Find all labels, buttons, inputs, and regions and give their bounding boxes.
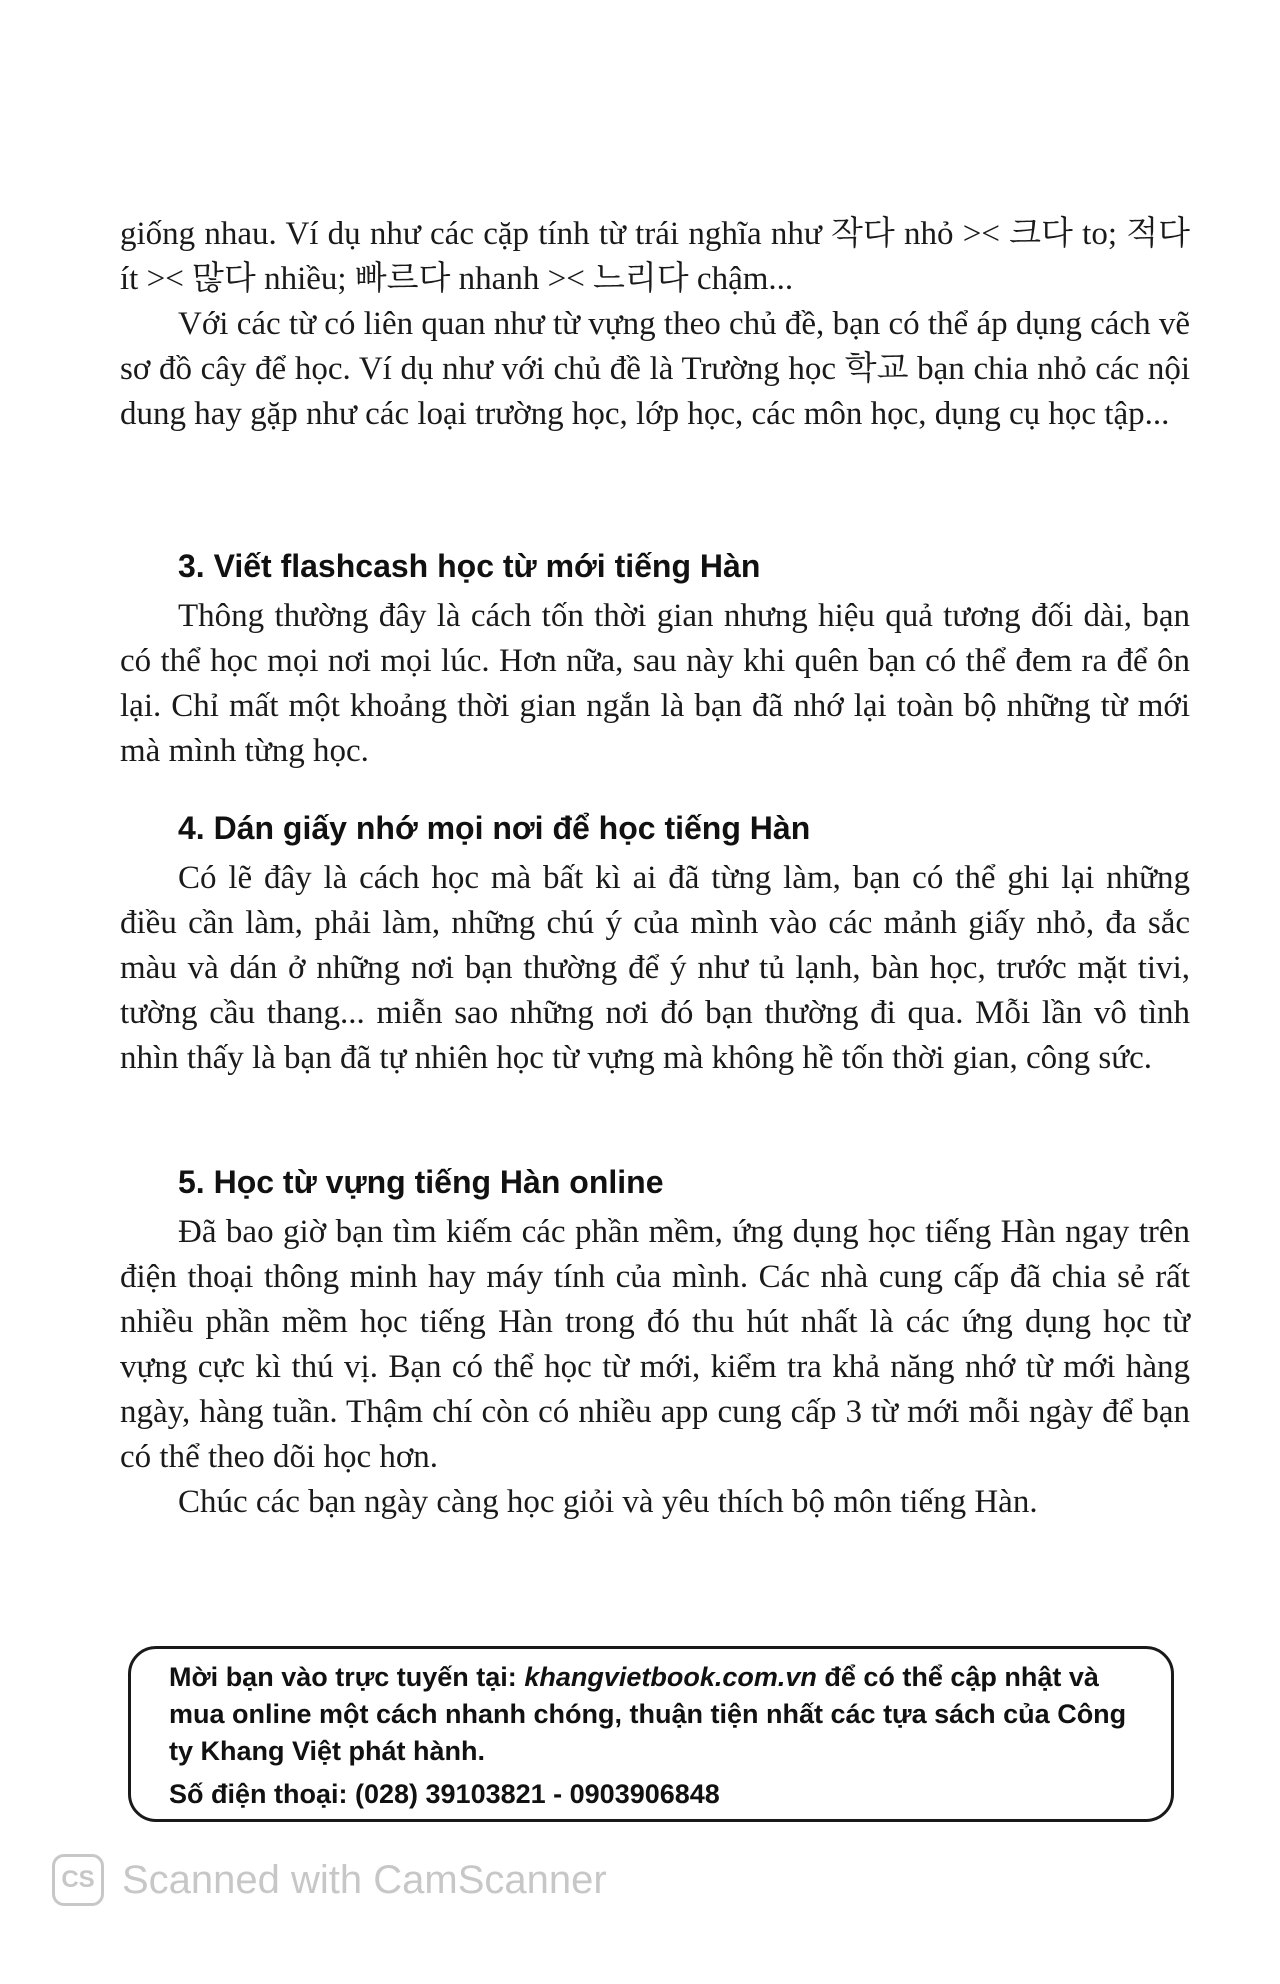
paragraph-sticky-notes: Có lẽ đây là cách học mà bất kì ai đã từng làm, bạn có thể ghi lại những điều cần làm, phải làm, những chú ý của mình vào các mảnh giấy nhỏ, đa sắc màu và dán ở những nơi bạn thường để ý như tủ lạnh, bàn học, trước mặt tivi, tường cầu thang... miễn sao những nơi đó bạn thường đi qua. Mỗi lần vô tình nhìn thấy là bạn đã tự nhiên học từ vựng mà không hề tốn thời gian, công sức. (120, 860, 1190, 1076)
body-text-online (120, 1210, 1190, 1525)
camscanner-watermark (52, 1850, 607, 1910)
paragraph-topic-tree: Với các từ có liên quan như từ vựng theo chủ đề, bạn có thể áp dụng cách vẽ sơ đồ cây để học. Ví dụ như với chủ đề là Trường học 학교 bạn chia nhỏ các nội dung hay gặp như các loại trường học, lớp học, các môn học, dụng cụ học tập... (120, 306, 1190, 432)
paragraph-antonym-examples: giống nhau. Ví dụ như các cặp tính từ trái nghĩa như 작다 nhỏ >< 크다 to; 적다 ít >< 많다 nhiều; 빠르다 nhanh >< 느리다 chậm... (120, 216, 1190, 297)
heading-online: 5. Học từ vựng tiếng Hàn online (178, 1164, 664, 1200)
paragraph-closing: Chúc các bạn ngày càng học giỏi và yêu thích bộ môn tiếng Hàn. (178, 1484, 1038, 1520)
camscanner-logo-icon: CS (52, 1854, 104, 1906)
publisher-notice-box (128, 1646, 1174, 1822)
paragraph-online: Đã bao giờ bạn tìm kiếm các phần mềm, ứng dụng học tiếng Hàn ngay trên điện thoại thông minh hay máy tính của mình. Các nhà cung cấp đã chia sẻ rất nhiều phần mềm học tiếng Hàn trong đó thu hút nhất là các ứng dụng học từ vựng cực kì thú vị. Bạn có thể học từ mới, kiểm tra khả năng nhớ từ mới hàng ngày, hàng tuần. Thậm chí còn có nhiều app cung cấp 3 từ mới mỗi ngày để bạn có thể theo dõi học hơn. (120, 1214, 1190, 1475)
paragraph-flashcard: Thông thường đây là cách tốn thời gian nhưng hiệu quả tương đối dài, bạn có thể học mọi nơi mọi lúc. Hơn nữa, sau này khi quên bạn có thể đem ra để ôn lại. Chỉ mất một khoảng thời gian ngắn là bạn đã nhớ lại toàn bộ những từ mới mà mình từng học. (120, 598, 1190, 769)
notice-phone: Số điện thoại: (028) 39103821 - 0903906848 (169, 1779, 720, 1809)
notice-prefix: Mời bạn vào trực tuyến tại: (169, 1662, 525, 1692)
notice-suffix: để có thể cập nhật và mua online một cách nhanh chóng, thuận tiện nhất các tựa sách của Công ty Khang Việt phát hành. (169, 1662, 1127, 1766)
body-text-sticky-notes (120, 856, 1190, 1081)
notice-text (169, 1659, 1141, 1770)
heading-flashcard: 3. Viết flashcash học từ mới tiếng Hàn (178, 548, 761, 584)
notice-url: khangvietbook.com.vn (524, 1662, 817, 1692)
heading-sticky-notes: 4. Dán giấy nhớ mọi nơi để học tiếng Hàn (178, 810, 811, 846)
body-text-top (120, 212, 1190, 437)
body-text-flashcard (120, 594, 1190, 774)
watermark-text: Scanned with CamScanner (122, 1857, 607, 1902)
